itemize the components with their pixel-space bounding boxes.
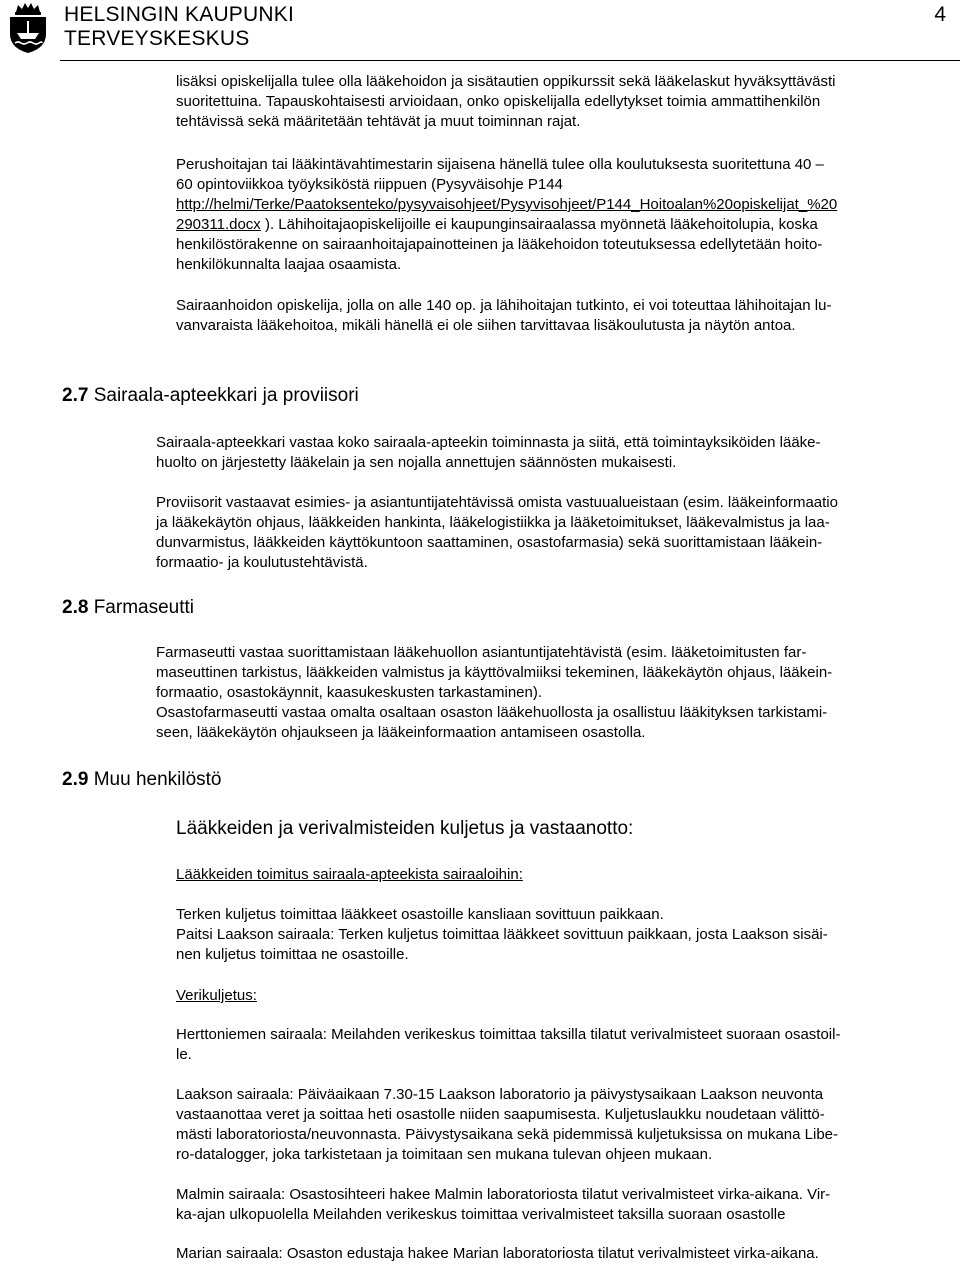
text-line: maseuttinen tarkistus, lääkkeiden valmistus ja käyttövalmiiksi tekeminen, lääkekäytön ohjaus, lääkein- bbox=[156, 664, 833, 681]
text-line: Paitsi Laakson sairaala: Terken kuljetus toimittaa lääkkeet sovittuun paikkaan, josta Laakson sisäi- bbox=[176, 926, 828, 943]
organization-unit: TERVEYSKESKUS bbox=[64, 27, 250, 50]
text-line: Sairaanhoidon opiskelija, jolla on alle 140 op. ja lähihoitajan tutkinto, ei voi toteuttaa lähihoitajan lu- bbox=[176, 297, 832, 314]
laakso-paragraph bbox=[176, 1085, 838, 1165]
section-number: 2.9 bbox=[62, 769, 89, 790]
section-heading-2-8 bbox=[62, 597, 194, 619]
toimitus-heading: Lääkkeiden toimitus sairaala-apteekista sairaaloihin: bbox=[176, 866, 523, 883]
perushoitaja-paragraph bbox=[176, 155, 837, 275]
kuljetus-subtitle: Lääkkeiden ja verivalmisteiden kuljetus ja vastaanotto: bbox=[176, 818, 634, 839]
text-line: Malmin sairaala: Osastosihteeri hakee Malmin laboratoriosta tilatut verivalmisteet virka-aikana. Vir- bbox=[176, 1186, 831, 1203]
section-heading-2-7 bbox=[62, 385, 359, 407]
section-title: Sairaala-apteekkari ja proviisori bbox=[93, 385, 359, 406]
text-line: formaatio- ja koulutustehtävistä. bbox=[156, 554, 368, 571]
sairaanhoito-paragraph bbox=[176, 296, 831, 336]
verikuljetus-heading: Verikuljetus: bbox=[176, 987, 257, 1004]
text-line: nen kuljetus toimittaa ne osastoille. bbox=[176, 946, 409, 963]
text-line: tehtävissä sekä määritetään tehtävät ja muut toiminnan rajat. bbox=[176, 113, 581, 130]
page-number: 4 bbox=[934, 3, 946, 26]
text-line: Osastofarmaseutti vastaa omalta osaltaan osaston lääkehuollosta ja osallistuu lääkityksen tarkistami- bbox=[156, 704, 828, 721]
section-number: 2.8 bbox=[62, 597, 89, 618]
section-title: Muu henkilöstö bbox=[93, 769, 222, 790]
text-line: mästi laboratoriosta/neuvonnasta. Päivystysaikana sekä pidemmissä kuljetuksissa on mukana Libe- bbox=[176, 1126, 838, 1143]
text-line: Herttoniemen sairaala: Meilahden verikeskus toimittaa taksilla tilatut verivalmisteet suoraan osastoil- bbox=[176, 1026, 841, 1043]
toimitus-paragraph bbox=[176, 905, 828, 965]
text-line: huolto on järjestetty lääkelain ja sen nojalla annettujen säännösten mukaisesti. bbox=[156, 454, 677, 471]
section-heading-2-9 bbox=[62, 769, 222, 791]
text-line: Proviisorit vastaavat esimies- ja asiantuntijatehtävissä omista vastuualueistaan (esim. lääkeinformaatio bbox=[156, 494, 838, 511]
text-line: le. bbox=[176, 1046, 192, 1063]
document-link-continued[interactable]: 290311.docx bbox=[176, 216, 261, 233]
header-divider bbox=[60, 60, 960, 61]
proviisorit-paragraph bbox=[156, 493, 838, 573]
text-line: suoritettuina. Tapauskohtaisesti arvioidaan, onko opiskelijalla edellytykset toimia ammattihenkilön bbox=[176, 93, 821, 110]
helsinki-crest-icon bbox=[4, 2, 52, 54]
text-line: Terken kuljetus toimittaa lääkkeet osastoille kansliaan sovittuun paikkaan. bbox=[176, 906, 664, 923]
document-link[interactable]: http://helmi/Terke/Paatoksenteko/pysyvaisohjeet/Pysyvisohjeet/P144_Hoitoalan%20opiskelijat_%20 bbox=[176, 196, 838, 213]
farmaseutti-paragraph bbox=[156, 643, 832, 743]
text-line: vastaanottaa veret ja soittaa heti osastolle niiden saapumisesta. Kuljetuslaukku noudetaan välittö- bbox=[176, 1106, 825, 1123]
organization-name: HELSINGIN KAUPUNKI bbox=[64, 3, 294, 26]
section-title: Farmaseutti bbox=[93, 597, 195, 618]
text-line: Laakson sairaala: Päiväaikaan 7.30-15 Laakson laboratorio ja päivystysaikaan Laakson neuvonta bbox=[176, 1086, 824, 1103]
text-line: formaatio, osastokäynnit, kaasukeskusten tarkastaminen). bbox=[156, 684, 543, 701]
text-line: seen, lääkekäytön ohjaukseen ja lääkeinformaation antamiseen osastolla. bbox=[156, 724, 646, 741]
sairaala-apteekkari-paragraph bbox=[156, 433, 821, 473]
text-line: dunvarmistus, lääkkeiden käyttökuntoon saattaminen, osastofarmasia) sekä suorittamistaan lääkein- bbox=[156, 534, 823, 551]
text-line: Farmaseutti vastaa suorittamistaan lääkehuollon asiantuntijatehtävistä (esim. lääketoimitusten far- bbox=[156, 644, 807, 661]
text-line: Perushoitajan tai lääkintävahtimestarin sijaisena hänellä tulee olla koulutuksesta suoritettuna 40 – bbox=[176, 156, 824, 173]
text-line: henkilöstörakenne on sairaanhoitajapainotteinen ja lääkehoidon toteutuksessa edellytetään hoito- bbox=[176, 236, 823, 253]
herttoniemi-paragraph bbox=[176, 1025, 840, 1065]
text-line: 60 opintoviikkoa työyksiköstä riippuen (Pysyväisohje P144 bbox=[176, 176, 563, 193]
text-line: ja lääkekäytön ohjaus, lääkkeiden hankinta, lääkelogistiikka ja lääketoimitukset, lääkevalmistus ja laa- bbox=[156, 514, 830, 531]
text-line: ka-ajan ulkopuolella Meilahden verikeskus toimittaa verivalmisteet taksilla suoraan osastolle bbox=[176, 1206, 786, 1223]
text-line: lisäksi opiskelijalla tulee olla lääkehoidon ja sisätautien oppikurssit sekä lääkelaskut hyväksyttävästi bbox=[176, 73, 836, 90]
text-line: ). Lähihoitajaopiskelijoille ei kaupunginsairaalassa myönnetä lääkehoitolupia, koska bbox=[260, 216, 818, 233]
malmi-paragraph bbox=[176, 1185, 830, 1225]
text-line: henkilökunnalta laajaa osaamista. bbox=[176, 256, 402, 273]
text-line: Sairaala-apteekkari vastaa koko sairaala-apteekin toiminnasta ja siitä, että toimintayksiköiden lääke- bbox=[156, 434, 821, 451]
text-line: vanvaraista lääkehoitoa, mikäli hänellä ei ole siihen tarvittavaa lisäkoulutusta ja näytön antoa. bbox=[176, 317, 796, 334]
text-line: ro-datalogger, joka tarkistetaan ja toimitaan sen mukana tulevan ohjeen mukaan. bbox=[176, 1146, 713, 1163]
text-line: Marian sairaala: Osaston edustaja hakee Marian laboratoriosta tilatut verivalmisteet virka-aikana. bbox=[176, 1245, 819, 1262]
section-number: 2.7 bbox=[62, 385, 89, 406]
intro-paragraph bbox=[176, 72, 836, 132]
maria-paragraph bbox=[176, 1244, 819, 1264]
